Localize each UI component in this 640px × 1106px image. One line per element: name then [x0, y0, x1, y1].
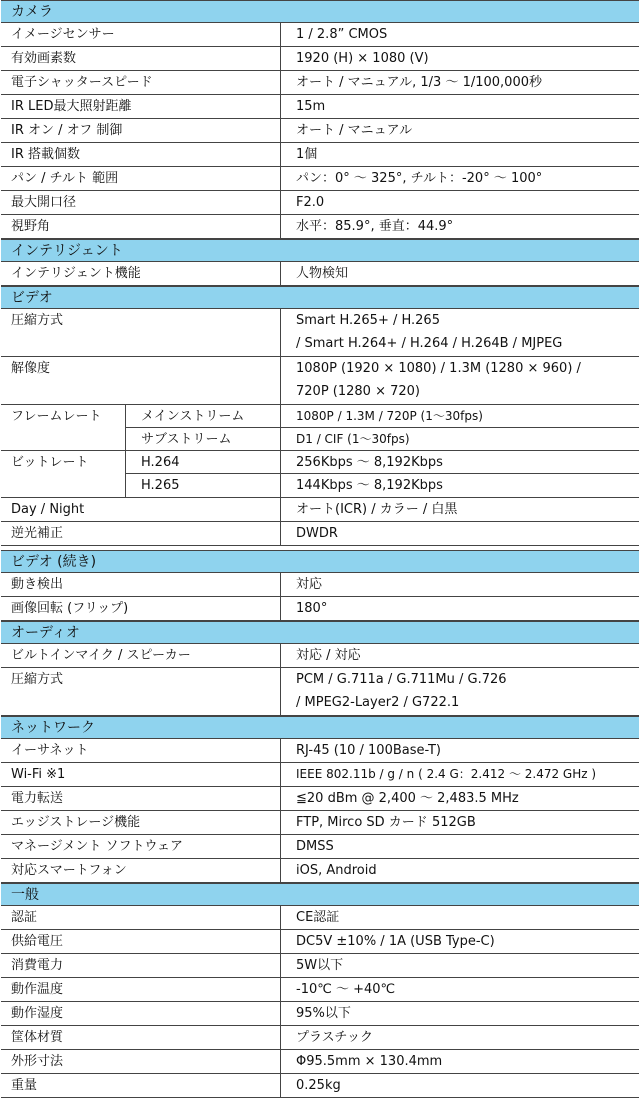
spec-row — [1, 930, 639, 954]
spec-row — [1, 835, 639, 859]
spec-label: 筐体材質 — [1, 1026, 281, 1049]
spec-label: 動作温度 — [1, 978, 281, 1001]
spec-label: 重量 — [1, 1074, 281, 1097]
spec-value: プラスチック — [296, 1030, 373, 1045]
spec-row — [1, 167, 639, 191]
spec-value: F2.0 — [296, 195, 325, 210]
spec-row — [1, 644, 639, 668]
value-line: / Smart H.264+ / H.264 / H.264B / MJPEG — [296, 336, 563, 351]
spec-label: パン / チルト 範囲 — [1, 167, 281, 190]
spec-row — [1, 143, 639, 167]
spec-label: 解像度 — [1, 357, 281, 404]
h264-label: H.264 — [126, 451, 280, 474]
spec-value: Φ95.5mm × 130.4mm — [296, 1054, 443, 1069]
spec-value: 対応 / 対応 — [296, 648, 361, 663]
h264-value: 256Kbps ～ 8,192Kbps — [281, 451, 639, 474]
spec-value: オート / マニュアル — [296, 123, 413, 138]
spec-row — [1, 1002, 639, 1026]
spec-row — [1, 47, 639, 71]
spec-row — [1, 1074, 639, 1098]
spec-value: RJ-45 (10 / 100Base-T) — [296, 743, 442, 758]
spec-label: 逆光補正 — [1, 522, 281, 545]
main-stream-value: 1080P / 1.3M / 720P (1～30fps) — [281, 405, 639, 428]
spec-label: イーサネット — [1, 739, 281, 762]
framerate-label: フレームレート — [1, 405, 125, 451]
spec-value: FTP, Mirco SD カード 512GB — [296, 815, 476, 830]
spec-label: エッジストレージ機能 — [1, 811, 281, 834]
section-general: 一般 — [1, 883, 639, 906]
spec-value: DMSS — [296, 839, 334, 854]
spec-row — [1, 498, 639, 522]
stream-inner-col — [126, 405, 281, 497]
spec-value — [281, 309, 639, 356]
spec-label: 電子シャッタースピード — [1, 71, 281, 94]
spec-label: 圧縮方式 — [1, 668, 281, 715]
main-stream-label: メインストリーム — [126, 405, 280, 428]
spec-value: -10℃ ～ +40℃ — [296, 982, 396, 997]
spec-row — [1, 668, 639, 716]
spec-label: 電力転送 — [1, 787, 281, 810]
spec-label: Day / Night — [1, 498, 281, 521]
camera-rows — [1, 23, 639, 239]
spec-row — [1, 522, 639, 546]
spec-row — [1, 573, 639, 597]
spec-value: オート / マニュアル, 1/3 ～ 1/100,000秒 — [296, 75, 542, 90]
spec-value: CE認証 — [296, 910, 340, 925]
spec-row — [1, 309, 639, 357]
spec-row — [1, 215, 639, 239]
stream-outer-col — [1, 405, 126, 497]
spec-value: 180° — [296, 601, 328, 616]
spec-value: IEEE 802.11b / g / n ( 2.4 G：2.412 ～ 2.472 GHz ) — [296, 767, 597, 781]
spec-label: 動作湿度 — [1, 1002, 281, 1025]
spec-row — [1, 1050, 639, 1074]
h265-value: 144Kbps ～ 8,192Kbps — [296, 478, 443, 493]
spec-row — [1, 859, 639, 883]
section-camera: カメラ — [1, 0, 639, 23]
spec-label: 対応スマートフォン — [1, 859, 281, 882]
spec-row — [1, 23, 639, 47]
spec-value — [281, 668, 639, 715]
spec-table — [1, 0, 639, 1098]
spec-label: 動き検出 — [1, 573, 281, 596]
spec-label: 消費電力 — [1, 954, 281, 977]
spec-label: 画像回転 (フリップ) — [1, 597, 281, 620]
bitrate-label: ビットレート — [11, 455, 89, 470]
spec-value: 人物検知 — [296, 266, 349, 281]
spec-value: オート(ICR) / カラー / 白黒 — [296, 502, 458, 517]
spec-value: 対応 — [296, 577, 323, 592]
spec-label: 認証 — [1, 906, 281, 929]
sub-stream-value: D1 / CIF (1～30fps) — [281, 428, 639, 451]
spec-value: iOS, Android — [296, 863, 377, 878]
spec-value: 95%以下 — [296, 1006, 351, 1021]
spec-label: 圧縮方式 — [1, 309, 281, 356]
spec-label: 最大開口径 — [1, 191, 281, 214]
spec-value: 1920 (H) × 1080 (V) — [296, 51, 429, 66]
spec-label: 視野角 — [1, 215, 281, 238]
spec-value: DWDR — [296, 526, 338, 541]
spec-row — [1, 357, 639, 405]
spec-value: 1個 — [296, 147, 318, 162]
spec-value: 15m — [296, 99, 326, 114]
spec-row — [1, 191, 639, 215]
spec-row — [1, 1026, 639, 1050]
section-video-cont: ビデオ (続き) — [1, 550, 639, 573]
spec-row — [1, 597, 639, 621]
spec-label: 有効画素数 — [1, 47, 281, 70]
spec-row — [1, 954, 639, 978]
spec-row — [1, 763, 639, 787]
spec-row — [1, 739, 639, 763]
value-line: 1080P (1920 × 1080) / 1.3M (1280 × 960) / — [296, 361, 581, 376]
spec-value: 1 / 2.8” CMOS — [296, 27, 388, 42]
spec-value: DC5V ±10% / 1A (USB Type-C) — [296, 934, 495, 949]
spec-label: Wi-Fi ※1 — [1, 763, 281, 786]
spec-row — [1, 978, 639, 1002]
sub-stream-label: サブストリーム — [126, 428, 280, 451]
spec-row — [1, 262, 639, 286]
value-line: PCM / G.711a / G.711Mu / G.726 — [296, 672, 507, 687]
spec-label: 外形寸法 — [1, 1050, 281, 1073]
spec-label: インテリジェント機能 — [1, 262, 281, 285]
section-network: ネットワーク — [1, 716, 639, 739]
spec-label: マネージメント ソフトウェア — [1, 835, 281, 858]
spec-row — [1, 119, 639, 143]
h265-label: H.265 — [141, 478, 180, 493]
spec-value: パン：0° ～ 325°, チルト：-20° ～ 100° — [296, 171, 543, 186]
spec-value: 0.25kg — [296, 1078, 341, 1093]
spec-label: IR オン / オフ 制御 — [1, 119, 281, 142]
value-line: / MPEG2-Layer2 / G722.1 — [296, 695, 460, 710]
section-audio: オーディオ — [1, 621, 639, 644]
spec-label: ビルトインマイク / スピーカー — [1, 644, 281, 667]
spec-row — [1, 71, 639, 95]
spec-row — [1, 811, 639, 835]
spec-label: IR 搭載個数 — [1, 143, 281, 166]
value-line: 720P (1280 × 720) — [296, 384, 420, 399]
stream-block — [1, 405, 639, 498]
spec-label: IR LED最大照射距離 — [1, 95, 281, 118]
stream-values-col — [281, 405, 639, 497]
value-line: Smart H.265+ / H.265 — [296, 313, 440, 328]
spec-row — [1, 906, 639, 930]
spec-label: 供給電圧 — [1, 930, 281, 953]
section-video: ビデオ — [1, 286, 639, 309]
spec-label: イメージセンサー — [1, 23, 281, 46]
spec-row — [1, 787, 639, 811]
spec-value: ≦20 dBm @ 2,400 ～ 2,483.5 MHz — [296, 791, 519, 806]
spec-value: 5W以下 — [296, 958, 344, 973]
section-intelligent: インテリジェント — [1, 239, 639, 262]
spec-value — [281, 357, 639, 404]
spec-row — [1, 95, 639, 119]
spec-value: 水平：85.9°, 垂直：44.9° — [296, 219, 454, 234]
